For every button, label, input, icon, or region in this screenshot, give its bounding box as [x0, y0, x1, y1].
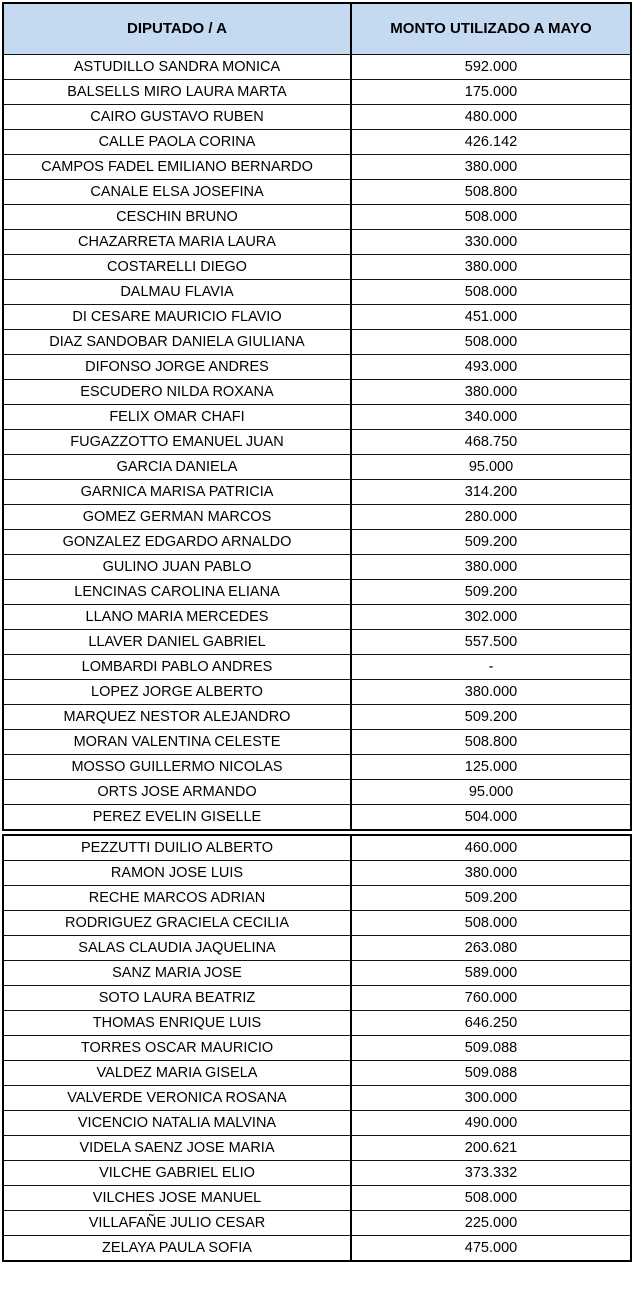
diputado-name-cell: ZELAYA PAULA SOFIA	[3, 1236, 351, 1262]
monto-cell: 508.800	[351, 180, 631, 205]
diputado-name-cell: SOTO LAURA BEATRIZ	[3, 986, 351, 1011]
diputado-name-cell: VIDELA SAENZ JOSE MARIA	[3, 1136, 351, 1161]
monto-cell: 451.000	[351, 305, 631, 330]
diputado-name-cell: MORAN VALENTINA CELESTE	[3, 730, 351, 755]
monto-cell: 592.000	[351, 55, 631, 80]
monto-cell: 340.000	[351, 405, 631, 430]
table-row	[3, 1111, 631, 1136]
table-header	[3, 3, 631, 55]
table-row	[3, 530, 631, 555]
table-row	[3, 1161, 631, 1186]
monto-cell: 373.332	[351, 1161, 631, 1186]
table-row	[3, 180, 631, 205]
monto-cell: 95.000	[351, 455, 631, 480]
monto-cell: 508.800	[351, 730, 631, 755]
monto-cell: 509.200	[351, 580, 631, 605]
table-row	[3, 1211, 631, 1236]
table-row	[3, 1186, 631, 1211]
monto-cell: 508.000	[351, 1186, 631, 1211]
table-row	[3, 305, 631, 330]
monto-cell: 508.000	[351, 280, 631, 305]
table-row	[3, 1061, 631, 1086]
monto-cell: 426.142	[351, 130, 631, 155]
diputado-name-cell: CAMPOS FADEL EMILIANO BERNARDO	[3, 155, 351, 180]
monto-cell: 760.000	[351, 986, 631, 1011]
monto-cell: 468.750	[351, 430, 631, 455]
monto-cell: 508.000	[351, 330, 631, 355]
monto-cell: 509.200	[351, 886, 631, 911]
diputado-name-cell: GARNICA MARISA PATRICIA	[3, 480, 351, 505]
table-row	[3, 835, 631, 861]
monto-cell: 175.000	[351, 80, 631, 105]
table-row	[3, 380, 631, 405]
monto-cell: 509.200	[351, 705, 631, 730]
table-row	[3, 861, 631, 886]
monto-cell: 480.000	[351, 105, 631, 130]
monto-cell: 557.500	[351, 630, 631, 655]
monto-cell: 314.200	[351, 480, 631, 505]
diputado-name-cell: TORRES OSCAR MAURICIO	[3, 1036, 351, 1061]
monto-cell: 646.250	[351, 1011, 631, 1036]
diputado-name-cell: GULINO JUAN PABLO	[3, 555, 351, 580]
diputado-name-cell: ORTS JOSE ARMANDO	[3, 780, 351, 805]
table-row	[3, 480, 631, 505]
diputado-name-cell: VALVERDE VERONICA ROSANA	[3, 1086, 351, 1111]
table-row	[3, 630, 631, 655]
monto-cell: 280.000	[351, 505, 631, 530]
diputado-name-cell: MARQUEZ NESTOR ALEJANDRO	[3, 705, 351, 730]
diputado-name-cell: VILCHES JOSE MANUEL	[3, 1186, 351, 1211]
monto-cell: 589.000	[351, 961, 631, 986]
column-header-monto-label: MONTO UTILIZADO A MAYO	[390, 20, 592, 38]
diputado-name-cell: MOSSO GUILLERMO NICOLAS	[3, 755, 351, 780]
table-row	[3, 705, 631, 730]
monto-cell: 493.000	[351, 355, 631, 380]
table-row	[3, 330, 631, 355]
diputado-name-cell: CESCHIN BRUNO	[3, 205, 351, 230]
monto-cell: 380.000	[351, 155, 631, 180]
table-row	[3, 1036, 631, 1061]
monto-cell: 380.000	[351, 680, 631, 705]
diputado-name-cell: BALSELLS MIRO LAURA MARTA	[3, 80, 351, 105]
table-row	[3, 55, 631, 80]
table-row	[3, 505, 631, 530]
table-row	[3, 355, 631, 380]
table-row	[3, 605, 631, 630]
diputados-table-segment-2	[2, 834, 632, 1262]
monto-cell: 460.000	[351, 835, 631, 861]
monto-cell: 509.088	[351, 1061, 631, 1086]
monto-cell: 380.000	[351, 861, 631, 886]
monto-cell: 508.000	[351, 911, 631, 936]
diputado-name-cell: LLAVER DANIEL GABRIEL	[3, 630, 351, 655]
diputado-name-cell: COSTARELLI DIEGO	[3, 255, 351, 280]
column-header-diputado-label: DIPUTADO / A	[127, 20, 227, 38]
table-row	[3, 755, 631, 780]
table-body-segment-2	[3, 835, 631, 1261]
monto-cell: 200.621	[351, 1136, 631, 1161]
monto-cell: 330.000	[351, 230, 631, 255]
monto-cell: 125.000	[351, 755, 631, 780]
table-row	[3, 780, 631, 805]
monto-cell: 509.088	[351, 1036, 631, 1061]
table-row	[3, 455, 631, 480]
diputado-name-cell: LENCINAS CAROLINA ELIANA	[3, 580, 351, 605]
diputado-name-cell: LLANO MARIA MERCEDES	[3, 605, 351, 630]
table-row	[3, 986, 631, 1011]
monto-cell: 380.000	[351, 380, 631, 405]
table-row	[3, 555, 631, 580]
table-row	[3, 655, 631, 680]
table-row	[3, 805, 631, 831]
table-row	[3, 1086, 631, 1111]
diputado-name-cell: VALDEZ MARIA GISELA	[3, 1061, 351, 1086]
monto-cell: 302.000	[351, 605, 631, 630]
monto-cell: 380.000	[351, 555, 631, 580]
table-row	[3, 911, 631, 936]
table-row	[3, 1136, 631, 1161]
diputado-name-cell: CANALE ELSA JOSEFINA	[3, 180, 351, 205]
header-row	[3, 3, 631, 55]
diputado-name-cell: CALLE PAOLA CORINA	[3, 130, 351, 155]
table-row	[3, 155, 631, 180]
diputado-name-cell: ASTUDILLO SANDRA MONICA	[3, 55, 351, 80]
diputado-name-cell: PEREZ EVELIN GISELLE	[3, 805, 351, 831]
table-row	[3, 1011, 631, 1036]
diputado-name-cell: GOMEZ GERMAN MARCOS	[3, 505, 351, 530]
diputado-name-cell: RECHE MARCOS ADRIAN	[3, 886, 351, 911]
table-row	[3, 430, 631, 455]
diputado-name-cell: LOPEZ JORGE ALBERTO	[3, 680, 351, 705]
table-row	[3, 886, 631, 911]
table-row	[3, 1236, 631, 1262]
diputado-name-cell: THOMAS ENRIQUE LUIS	[3, 1011, 351, 1036]
monto-cell: 300.000	[351, 1086, 631, 1111]
monto-cell: -	[351, 655, 631, 680]
monto-cell: 380.000	[351, 255, 631, 280]
diputado-name-cell: CAIRO GUSTAVO RUBEN	[3, 105, 351, 130]
diputado-name-cell: GARCIA DANIELA	[3, 455, 351, 480]
diputado-name-cell: VICENCIO NATALIA MALVINA	[3, 1111, 351, 1136]
table-row	[3, 105, 631, 130]
table-row	[3, 230, 631, 255]
diputado-name-cell: LOMBARDI PABLO ANDRES	[3, 655, 351, 680]
table-row	[3, 961, 631, 986]
table-row	[3, 730, 631, 755]
monto-cell: 490.000	[351, 1111, 631, 1136]
monto-cell: 263.080	[351, 936, 631, 961]
diputado-name-cell: VILLAFAÑE JULIO CESAR	[3, 1211, 351, 1236]
diputado-name-cell: RODRIGUEZ GRACIELA CECILIA	[3, 911, 351, 936]
diputado-name-cell: CHAZARRETA MARIA LAURA	[3, 230, 351, 255]
monto-cell: 508.000	[351, 205, 631, 230]
table-row	[3, 205, 631, 230]
diputado-name-cell: DI CESARE MAURICIO FLAVIO	[3, 305, 351, 330]
diputados-table-segment-1	[2, 2, 632, 831]
column-header-diputado	[3, 3, 351, 55]
monto-cell: 95.000	[351, 780, 631, 805]
monto-cell: 504.000	[351, 805, 631, 831]
diputado-name-cell: GONZALEZ EDGARDO ARNALDO	[3, 530, 351, 555]
diputado-name-cell: DIAZ SANDOBAR DANIELA GIULIANA	[3, 330, 351, 355]
diputado-name-cell: SALAS CLAUDIA JAQUELINA	[3, 936, 351, 961]
monto-cell: 475.000	[351, 1236, 631, 1262]
diputado-name-cell: PEZZUTTI DUILIO ALBERTO	[3, 835, 351, 861]
table-row	[3, 130, 631, 155]
table-row	[3, 80, 631, 105]
column-header-monto	[351, 3, 631, 55]
table-body-segment-1	[3, 55, 631, 831]
diputado-name-cell: DALMAU FLAVIA	[3, 280, 351, 305]
table-row	[3, 255, 631, 280]
table-row	[3, 280, 631, 305]
diputado-name-cell: RAMON JOSE LUIS	[3, 861, 351, 886]
table-row	[3, 680, 631, 705]
monto-cell: 509.200	[351, 530, 631, 555]
diputado-name-cell: SANZ MARIA JOSE	[3, 961, 351, 986]
diputado-name-cell: ESCUDERO NILDA ROXANA	[3, 380, 351, 405]
diputado-name-cell: FUGAZZOTTO EMANUEL JUAN	[3, 430, 351, 455]
table-row	[3, 580, 631, 605]
diputado-name-cell: FELIX OMAR CHAFI	[3, 405, 351, 430]
table-row	[3, 405, 631, 430]
diputado-name-cell: DIFONSO JORGE ANDRES	[3, 355, 351, 380]
monto-cell: 225.000	[351, 1211, 631, 1236]
diputado-name-cell: VILCHE GABRIEL ELIO	[3, 1161, 351, 1186]
table-row	[3, 936, 631, 961]
